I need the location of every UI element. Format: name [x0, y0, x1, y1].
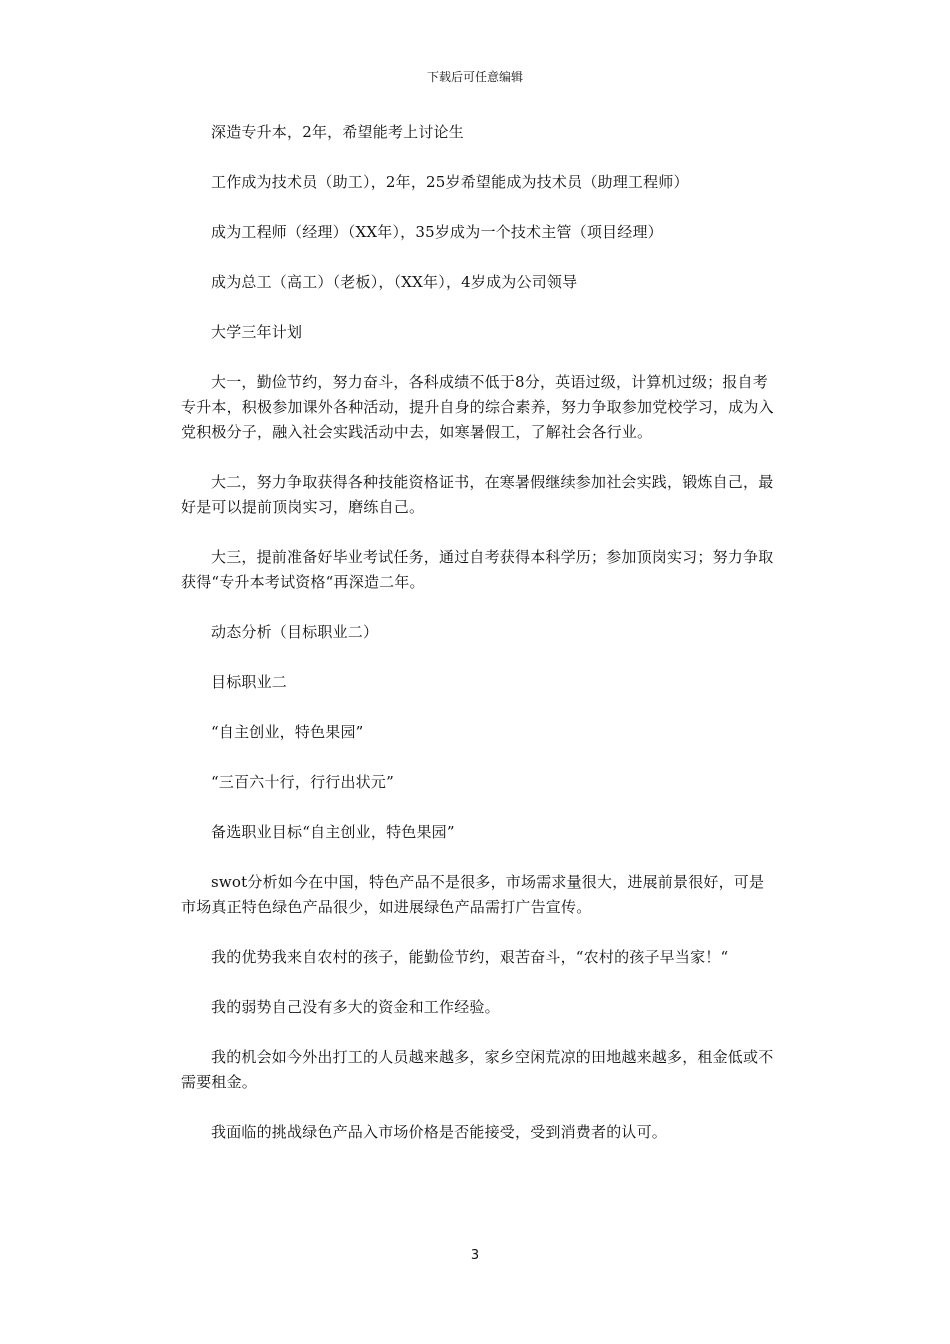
section-heading: 动态分析（目标职业二）	[211, 623, 379, 641]
paragraph: 我的弱势自己没有多大的资金和工作经验。	[211, 998, 500, 1016]
paragraph: 成为工程师（经理）（XX年），35岁成为一个技术主管（项目经理）	[211, 223, 663, 241]
page-header: 下载后可任意编辑	[426, 70, 523, 84]
paragraph: “自主创业，特色果园”	[211, 723, 364, 741]
paragraph: swot分析如今在中国，特色产品不是很多，市场需求量很大，进展前景很好，可是市场真正特色绿色产品很少，如进展绿色产品需打广告宣传。	[181, 873, 765, 916]
paragraph: “三百六十行，行行出状元”	[211, 773, 394, 791]
paragraph: 大二，努力争取获得各种技能资格证书，在寒暑假继续参加社会实践，锻炼自己，最好是可以提前顶岗实习，磨练自己。	[181, 473, 774, 516]
page-number: 3	[470, 1248, 480, 1263]
paragraph: 工作成为技术员（助工），2年，25岁希望能成为技术员（助理工程师）	[211, 173, 689, 191]
paragraph: 目标职业二	[211, 673, 288, 691]
paragraph: 我面临的挑战绿色产品入市场价格是否能接受，受到消费者的认可。	[211, 1123, 668, 1141]
paragraph: 大三，提前准备好毕业考试任务，通过自考获得本科学历；参加顶岗实习；努力争取获得“专升本考试资格“再深造二年。	[181, 548, 774, 591]
paragraph: 深造专升本，2年，希望能考上讨论生	[211, 123, 464, 141]
paragraph: 备选职业目标“自主创业，特色果园”	[211, 823, 455, 841]
document-body	[181, 120, 779, 1170]
paragraph: 我的机会如今外出打工的人员越来越多，家乡空闲荒凉的田地越来越多，租金低或不需要租金。	[181, 1048, 774, 1091]
section-heading: 大学三年计划	[211, 323, 303, 341]
paragraph: 我的优势我来自农村的孩子，能勤俭节约，艰苦奋斗，“农村的孩子早当家！“	[211, 948, 729, 966]
paragraph: 成为总工（高工）（老板），（XX年），4岁成为公司领导	[211, 273, 578, 291]
paragraph: 大一，勤俭节约，努力奋斗，各科成绩不低于8分，英语过级，计算机过级；报自考专升本，积极参加课外各种活动，提升自身的综合素养，努力争取参加党校学习，成为入党积极分子，融入社会实践活动中去，如寒暑假工，了解社会各行业。	[181, 373, 774, 441]
